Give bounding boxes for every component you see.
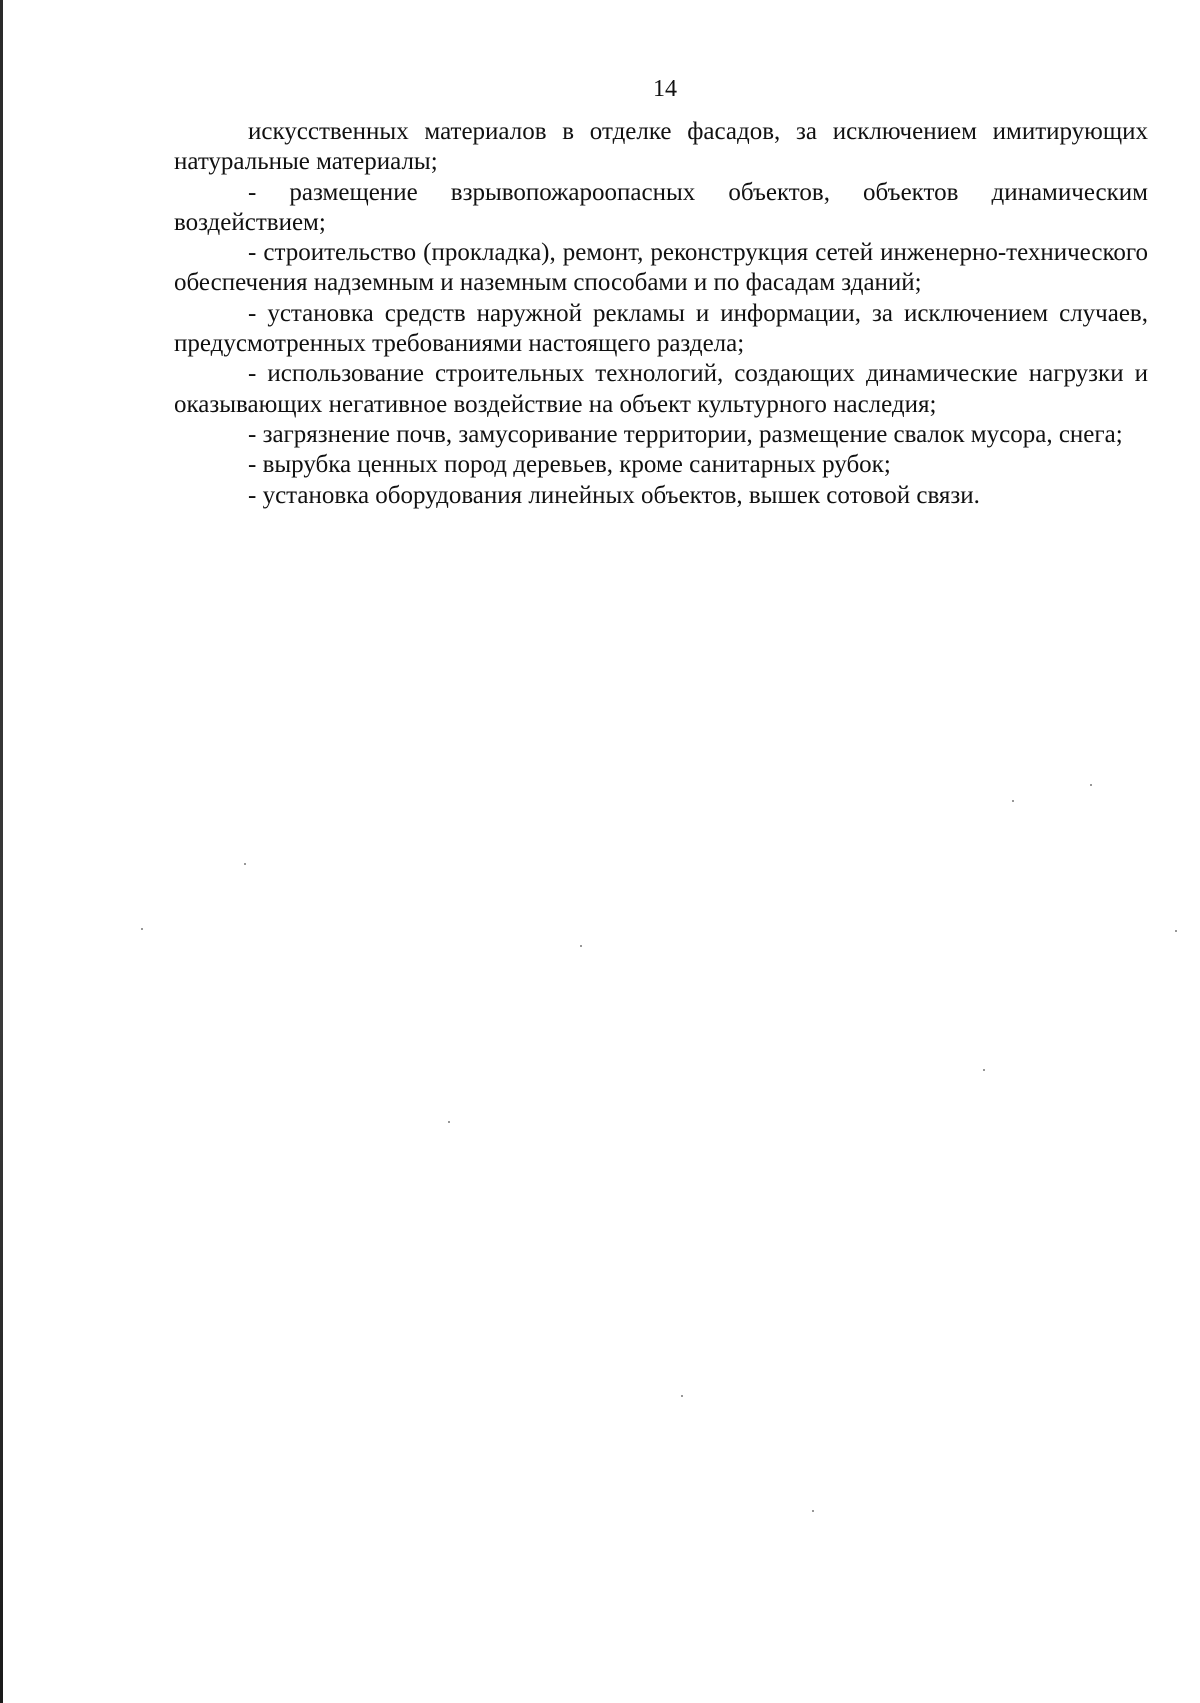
scan-speck: [1012, 800, 1014, 802]
scan-speck: [983, 1069, 985, 1071]
paragraph-soil-pollution: - загрязнение почв, замусоривание территории, размещение свалок мусора, снега;: [248, 420, 1123, 448]
scan-speck: [448, 1121, 450, 1123]
paragraph-hazardous-objects: - размещение взрывопожароопасных объектов, объектов динамическим воздействием;: [174, 178, 1148, 236]
paragraph-construction-technologies: - использование строительных технологий, создающих динамические нагрузки и оказывающих негативное воздействие на объект культурного наследия;: [174, 360, 1148, 418]
scan-speck: [1090, 784, 1092, 786]
page-number: 14: [653, 76, 677, 102]
scan-edge: [0, 0, 3, 1703]
paragraph-facade-materials: искусственных материалов в отделке фасадов, за исключением имитирующих натуральные материалы;: [174, 118, 1148, 176]
paragraph-utility-networks: - строительство (прокладка), ремонт, реконструкция сетей инженерно-технического обеспечения надземным и наземным способами и по фасадам зданий;: [174, 239, 1148, 297]
document-body: [174, 117, 1148, 511]
scan-speck: [244, 863, 246, 865]
paragraph-advertising: - установка средств наружной рекламы и информации, за исключением случаев, предусмотренных требованиями настоящего раздела;: [174, 299, 1148, 358]
paragraph-linear-equipment: - установка оборудования линейных объектов, вышек сотовой связи.: [248, 481, 980, 509]
paragraph-tree-felling: - вырубка ценных пород деревьев, кроме санитарных рубок;: [248, 451, 891, 479]
scan-speck: [681, 1395, 683, 1397]
scan-speck: [1175, 930, 1177, 932]
scan-speck: [580, 945, 582, 947]
scan-speck: [812, 1510, 814, 1512]
scan-speck: [141, 928, 143, 930]
